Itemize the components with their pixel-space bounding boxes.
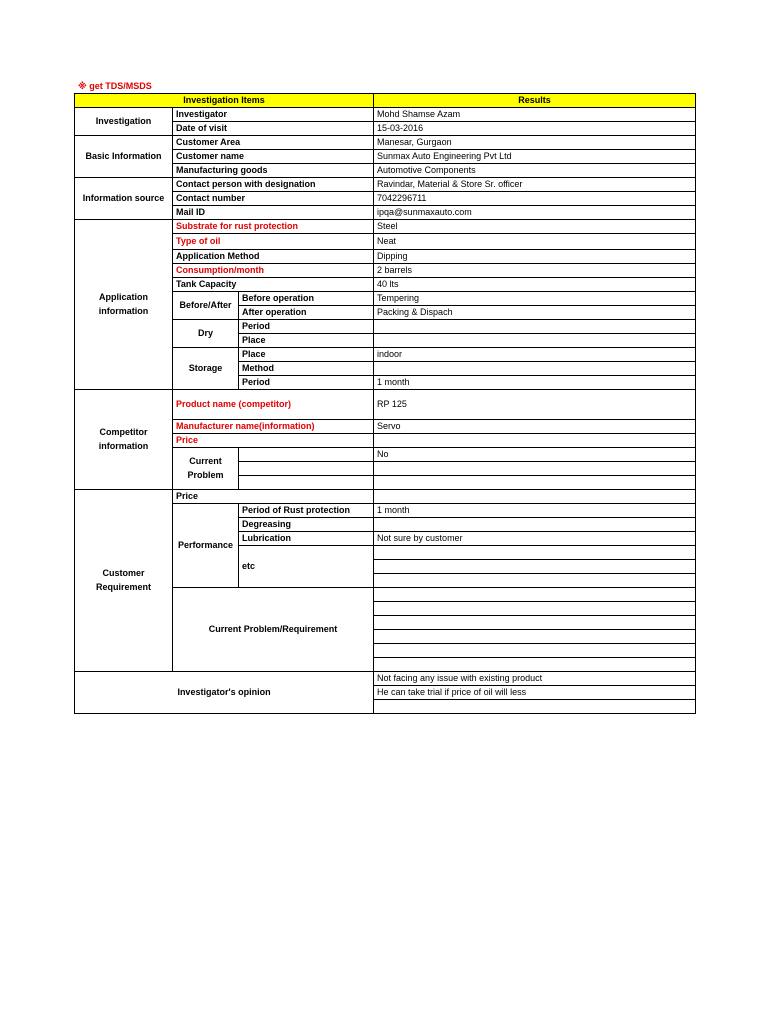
group-competitor-line1: Competitor <box>99 426 148 437</box>
contact-number-value: 7042296711 <box>374 192 696 206</box>
after-operation-label: After operation <box>239 306 374 320</box>
group-competitor-information <box>75 390 173 490</box>
application-method-label: Application Method <box>173 250 374 264</box>
header-items: Investigation Items <box>75 94 374 108</box>
before-operation-label: Before operation <box>239 292 374 306</box>
rust-protection-label: Period of Rust protection <box>239 504 374 518</box>
requirement-value-6 <box>374 658 696 672</box>
group-application-information <box>75 220 173 390</box>
manufacturing-goods-label: Manufacturing goods <box>173 164 374 178</box>
manufacturer-name-label: Manufacturer name(information) <box>173 420 374 434</box>
group-competitor-line2: information <box>98 440 149 451</box>
table-row <box>75 490 696 504</box>
requirement-value-3 <box>374 616 696 630</box>
requirement-price-label: Price <box>173 490 374 504</box>
tds-msds-note: ※ get TDS/MSDS <box>78 81 152 91</box>
consumption-value: 2 barrels <box>374 264 696 278</box>
storage-method-value <box>374 362 696 376</box>
requirement-value-4 <box>374 630 696 644</box>
tank-capacity-label: Tank Capacity <box>173 278 374 292</box>
investigator-label: Investigator <box>173 108 374 122</box>
degreasing-label: Degreasing <box>239 518 374 532</box>
group-application-line1: Application <box>99 291 148 302</box>
etc-value-3 <box>374 574 696 588</box>
storage-period-value: 1 month <box>374 376 696 390</box>
table-row <box>75 672 696 686</box>
opinion-line-3 <box>374 700 696 714</box>
date-value: 15-03-2016 <box>374 122 696 136</box>
requirement-value-5 <box>374 644 696 658</box>
current-problem-sub-2 <box>239 462 374 476</box>
investigator-value: Mohd Shamse Azam <box>374 108 696 122</box>
type-of-oil-label: Type of oil <box>173 234 374 250</box>
competitor-price-label: Price <box>173 434 374 448</box>
degreasing-value <box>374 518 696 532</box>
dry-label: Dry <box>173 320 239 348</box>
before-operation-value: Tempering <box>374 292 696 306</box>
header-results: Results <box>374 94 696 108</box>
current-problem-value-3 <box>374 476 696 490</box>
group-basic-information: Basic Information <box>75 136 173 178</box>
date-label: Date of visit <box>173 122 374 136</box>
contact-person-label: Contact person with designation <box>173 178 374 192</box>
customer-area-label: Customer Area <box>173 136 374 150</box>
dry-place-label: Place <box>239 334 374 348</box>
storage-method-label: Method <box>239 362 374 376</box>
tank-capacity-value: 40 lts <box>374 278 696 292</box>
requirement-price-value <box>374 490 696 504</box>
group-application-line2: information <box>98 305 149 316</box>
competitor-price-value <box>374 434 696 448</box>
consumption-label: Consumption/month <box>173 264 374 278</box>
group-customer-line2: Requirement <box>95 581 151 592</box>
mail-id-value: ipqa@sunmaxauto.com <box>374 206 696 220</box>
requirement-value-2 <box>374 602 696 616</box>
group-customer-requirement <box>75 490 173 672</box>
before-after-label: Before/After <box>173 292 239 320</box>
customer-area-value: Manesar, Gurgaon <box>374 136 696 150</box>
investigator-opinion-label: Investigator's opinion <box>75 672 374 714</box>
table-row <box>75 136 696 150</box>
table-row <box>75 108 696 122</box>
customer-name-value: Sunmax Auto Engineering Pvt Ltd <box>374 150 696 164</box>
current-problem-sub-3 <box>239 476 374 490</box>
requirement-value-1 <box>374 588 696 602</box>
current-problem-value-2 <box>374 462 696 476</box>
lubrication-label: Lubrication <box>239 532 374 546</box>
dry-period-value <box>374 320 696 334</box>
storage-place-label: Place <box>239 348 374 362</box>
table-row <box>75 178 696 192</box>
etc-label: etc <box>239 546 374 588</box>
product-name-label: Product name (competitor) <box>173 390 374 420</box>
product-name-value: RP 125 <box>374 390 696 420</box>
customer-name-label: Customer name <box>173 150 374 164</box>
storage-place-value: indoor <box>374 348 696 362</box>
group-customer-line1: Customer <box>102 567 145 578</box>
current-problem-line2: Problem <box>187 469 224 480</box>
dry-place-value <box>374 334 696 348</box>
after-operation-value: Packing & Dispach <box>374 306 696 320</box>
opinion-line-2: He can take trial if price of oil will less <box>374 686 696 700</box>
current-problem-requirement-label: Current Problem/Requirement <box>173 588 374 672</box>
manufacturer-name-value: Servo <box>374 420 696 434</box>
application-method-value: Dipping <box>374 250 696 264</box>
current-problem-sub-1 <box>239 448 374 462</box>
current-problem-line1: Current <box>189 455 222 466</box>
group-investigation: Investigation <box>75 108 173 136</box>
contact-number-label: Contact number <box>173 192 374 206</box>
rust-protection-value: 1 month <box>374 504 696 518</box>
table-row <box>75 220 696 234</box>
header-row <box>75 94 696 108</box>
current-problem-label <box>173 448 239 490</box>
investigation-form-table <box>74 93 696 714</box>
type-of-oil-value: Neat <box>374 234 696 250</box>
dry-period-label: Period <box>239 320 374 334</box>
opinion-line-1: Not facing any issue with existing product <box>374 672 696 686</box>
performance-label: Performance <box>173 504 239 588</box>
group-information-source: Information source <box>75 178 173 220</box>
substrate-value: Steel <box>374 220 696 234</box>
manufacturing-goods-value: Automotive Components <box>374 164 696 178</box>
table-row <box>75 390 696 420</box>
substrate-label: Substrate for rust protection <box>173 220 374 234</box>
lubrication-value: Not sure by customer <box>374 532 696 546</box>
etc-value-2 <box>374 560 696 574</box>
storage-label: Storage <box>173 348 239 390</box>
etc-value-1 <box>374 546 696 560</box>
contact-person-value: Ravindar, Material & Store Sr. officer <box>374 178 696 192</box>
current-problem-value-1: No <box>374 448 696 462</box>
mail-id-label: Mail ID <box>173 206 374 220</box>
storage-period-label: Period <box>239 376 374 390</box>
